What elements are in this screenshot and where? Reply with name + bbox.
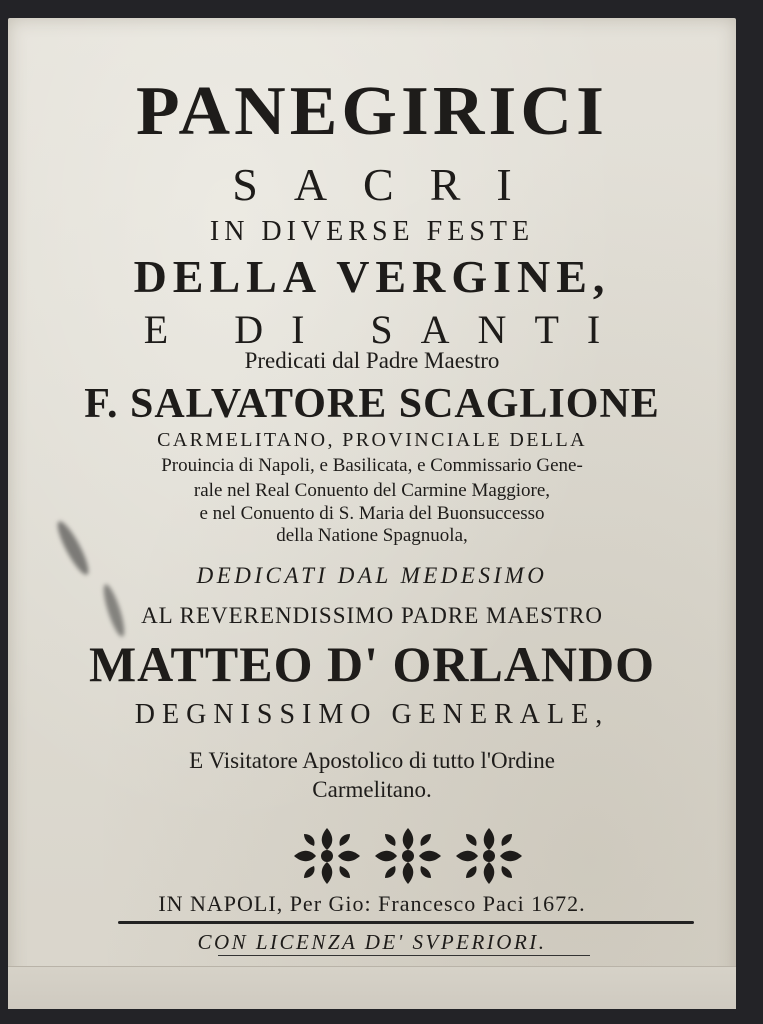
book-title: PANEGIRICI bbox=[136, 73, 608, 150]
title-line: IN DIVERSE FESTE bbox=[209, 216, 535, 247]
dedicatee-name: MATTEO D' ORLANDO bbox=[88, 636, 656, 692]
dedicatee-description: Carmelitano. bbox=[312, 777, 432, 802]
dedication-line: AL REVERENDISSIMO PADRE MAESTRO bbox=[141, 603, 603, 628]
title-line: DELLA VERGINE, bbox=[133, 251, 611, 302]
horizontal-rule bbox=[118, 921, 694, 924]
fleuron-icon bbox=[371, 824, 445, 888]
title-line: Predicati dal Padre Maestro bbox=[244, 348, 500, 373]
fleuron-icon bbox=[290, 824, 364, 888]
page-bottom-edge bbox=[8, 966, 736, 1009]
author-description: Prouincia di Napoli, e Basilicata, e Commissario Gene- bbox=[161, 455, 583, 476]
author-description: e nel Conuento di S. Maria del Buonsuccesso bbox=[199, 503, 545, 524]
fleuron-icon bbox=[452, 824, 526, 888]
title-line: E DI SANTI bbox=[143, 307, 629, 352]
author-description: della Natione Spagnuola, bbox=[276, 525, 468, 546]
dedicatee-description: E Visitatore Apostolico di tutto l'Ordine bbox=[189, 748, 555, 773]
title-page bbox=[8, 18, 736, 1008]
book-subtitle: SACRI bbox=[232, 159, 548, 210]
author-description: rale nel Real Conuento del Carmine Maggiore, bbox=[193, 480, 551, 501]
dedicatee-title: DEGNISSIMO GENERALE, bbox=[134, 699, 610, 730]
dedication-heading: DEDICATI DAL MEDESIMO bbox=[196, 563, 548, 588]
license-underline bbox=[218, 955, 590, 956]
imprint: IN NAPOLI, Per Gio: Francesco Paci 1672. bbox=[158, 891, 586, 916]
author-name: F. SALVATORE SCAGLIONE bbox=[84, 381, 660, 427]
ornament-row bbox=[290, 824, 526, 888]
license-line: CON LICENZA DE' SVPERIORI. bbox=[197, 930, 547, 954]
author-description: CARMELITANO, PROVINCIALE DELLA bbox=[157, 429, 587, 451]
